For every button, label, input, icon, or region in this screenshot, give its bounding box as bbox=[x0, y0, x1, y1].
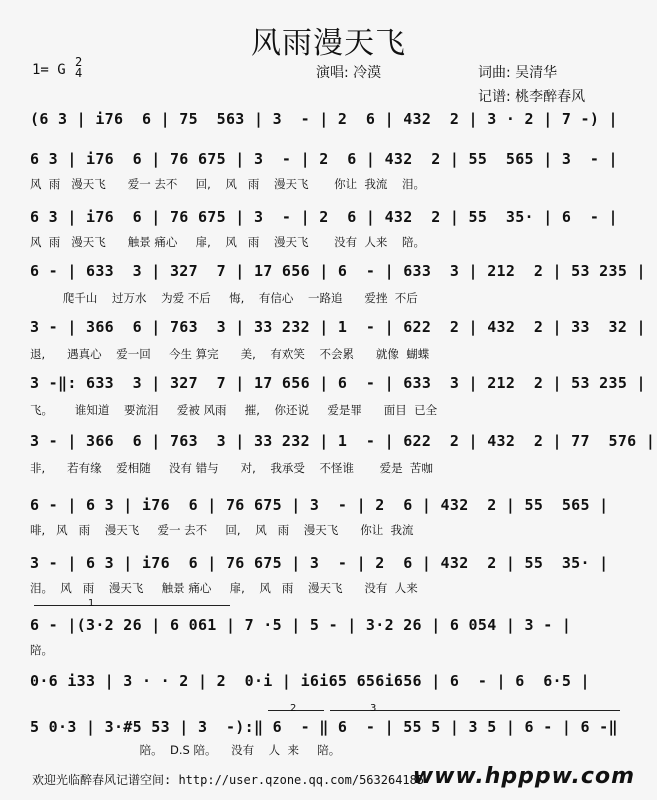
score-line-7: 3 - | 366 6 | 763 3 | 33 232 | 1 - | 622 2 | 432 2 | 77 576 | bbox=[30, 432, 656, 450]
lyrics-line-2: 风 雨 漫天飞 爱一 去不 回, 风 雨 漫天飞 你让 我流 泪。 bbox=[30, 177, 426, 191]
score-line-11: 0·6 i33 | 3 · · 2 | 2 0·i | i6i65 656i656 | 6 - | 6 6·5 | bbox=[30, 672, 590, 690]
score-line-3: 6 3 | i76 6 | 76 675 | 3 - | 2 6 | 432 2 | 55 35· | 6 - | bbox=[30, 208, 618, 226]
song-title: 风雨漫天飞 bbox=[251, 26, 406, 61]
welcome-footer: 欢迎光临醉春风记谱空间: http://user.qzone.qq.com/563264185 bbox=[32, 773, 425, 787]
volta-bracket-1 bbox=[34, 605, 230, 606]
time-signature-top: 2 bbox=[75, 55, 83, 69]
lyrics-line-5: 退, 遇真心 爱一回 今生 算完 美, 有欢笑 不会累 就像 蝴蝶 bbox=[30, 347, 430, 361]
site-logo: www.hpppw.com bbox=[412, 764, 635, 789]
lyrics-line-8: 啡, 风 雨 漫天飞 爱一 去不 回, 风 雨 漫天飞 你让 我流 bbox=[30, 523, 414, 537]
lyrics-line-7: 非, 若有缘 爱相随 没有 错与 对, 我承受 不怪谁 爱是 苦咖 bbox=[30, 461, 433, 475]
lyrics-line-12: 陪。 D.S 陪。 没有 人 来 陪。 bbox=[30, 743, 341, 757]
score-line-2: 6 3 | i76 6 | 76 675 | 3 - | 2 6 | 432 2 | 55 565 | 3 - | bbox=[30, 150, 618, 168]
transcriber-credit: 记谱: 桃李醉春风 bbox=[478, 89, 586, 105]
time-signature-bottom: 4 bbox=[75, 66, 83, 80]
volta-number-1: 1 bbox=[88, 598, 95, 609]
score-line-8: 6 - | 6 3 | i76 6 | 76 675 | 3 - | 2 6 | 432 2 | 55 565 | bbox=[30, 496, 609, 514]
lyrics-line-3: 风 雨 漫天飞 触景 痛心 扉, 风 雨 漫天飞 没有 人来 陪。 bbox=[30, 235, 426, 249]
volta-number-3: 3 bbox=[370, 703, 377, 714]
score-line-10: 6 - |(3·2 26 | 6 061 | 7 ·5 | 5 - | 3·2 26 | 6 054 | 3 - | bbox=[30, 616, 572, 634]
score-line-9: 3 - | 6 3 | i76 6 | 76 675 | 3 - | 2 6 | 432 2 | 55 35· | bbox=[30, 554, 609, 572]
score-line-6: 3 -‖: 633 3 | 327 7 | 17 656 | 6 - | 633 3 | 212 2 | 53 235 | bbox=[30, 374, 646, 392]
lyrics-line-4: 爬千山 过万水 为爱 不后 悔, 有信心 一路追 爱挫 不后 bbox=[30, 291, 418, 305]
key-signature: 1= G bbox=[32, 62, 66, 78]
lyrics-line-10: 陪。 bbox=[30, 643, 53, 657]
volta-number-2: 2 bbox=[290, 703, 297, 714]
lyricist-credit: 词曲: 吴清华 bbox=[478, 65, 558, 81]
singer-credit: 演唱: 冷漠 bbox=[316, 65, 382, 81]
time-signature bbox=[75, 57, 82, 79]
score-line-5: 3 - | 366 6 | 763 3 | 33 232 | 1 - | 622 2 | 432 2 | 33 32 | bbox=[30, 318, 646, 336]
score-line-1: (6 3 | i76 6 | 75 563 | 3 - | 2 6 | 432 2 | 3 · 2 | 7 -) | bbox=[30, 110, 618, 128]
score-line-4: 6 - | 633 3 | 327 7 | 17 656 | 6 - | 633 3 | 212 2 | 53 235 | bbox=[30, 262, 646, 280]
score-line-12: 5 0·3 | 3·#5 53 | 3 -):‖ 6 - ‖ 6 - | 55 5 | 3 5 | 6 - | 6 -‖ bbox=[30, 718, 618, 736]
lyrics-line-9: 泪。 风 雨 漫天飞 触景 痛心 扉, 风 雨 漫天飞 没有 人来 bbox=[30, 581, 418, 595]
lyrics-line-6: 飞。 谁知道 要流泪 爱被 风雨 摧, 你还说 爱是罪 面目 已全 bbox=[30, 403, 438, 417]
